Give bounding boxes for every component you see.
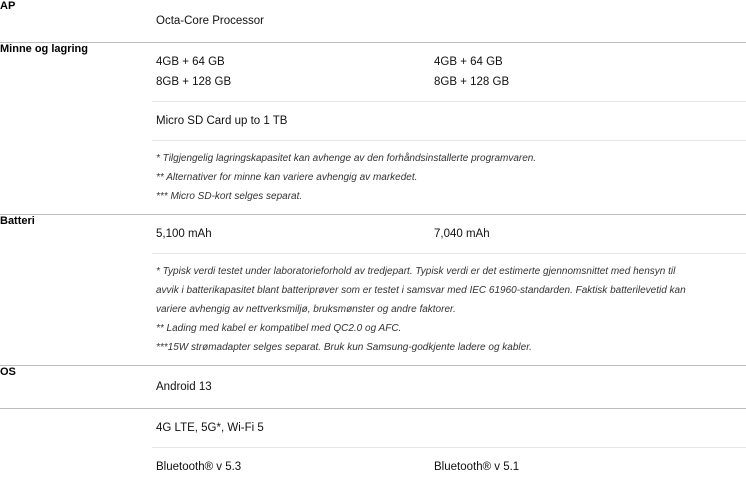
battery-note-5: ***15W strømadapter selges separat. Bruk kun Samsung-godkjente ladere og kabler. xyxy=(156,338,732,357)
row-label-network xyxy=(0,409,152,486)
row-value-ap xyxy=(152,0,746,43)
battery-column-left xyxy=(152,224,434,244)
network-value: 4G LTE, 5G*, Wi-Fi 5 xyxy=(156,418,434,438)
battery-column-right xyxy=(434,224,724,244)
battery-notes-block xyxy=(152,253,746,365)
row-label-memory-storage: Minne og lagring xyxy=(0,43,152,215)
table-row-os xyxy=(0,366,746,409)
memory-options-block xyxy=(152,43,746,101)
bluetooth-block xyxy=(152,447,746,486)
table-row-memory-storage xyxy=(0,43,746,215)
memory-option-right-1: 4GB + 64 GB xyxy=(434,52,724,72)
battery-capacity-left: 5,100 mAh xyxy=(156,224,434,244)
network-column-left xyxy=(152,418,434,438)
memory-option-left-2: 8GB + 128 GB xyxy=(156,72,434,92)
table-row-ap xyxy=(0,0,746,43)
battery-capacity-block xyxy=(152,215,746,253)
memory-notes-block xyxy=(152,140,746,214)
row-value-memory-storage xyxy=(152,43,746,215)
memory-option-left-1: 4GB + 64 GB xyxy=(156,52,434,72)
battery-note-1: * Typisk verdi testet under laboratorieforhold av tredjepart. Typisk verdi er det estimerte gjennomsnittet med hensyn til xyxy=(156,262,732,281)
memory-column-right xyxy=(434,52,724,92)
row-label-ap: AP xyxy=(0,0,152,43)
bluetooth-column-left xyxy=(152,457,434,477)
row-value-battery xyxy=(152,215,746,366)
bluetooth-version-right: Bluetooth® v 5.1 xyxy=(434,457,724,477)
memory-note-1: * Tilgjengelig lagringskapasitet kan avhenge av den forhåndsinstallerte programvaren. xyxy=(156,149,732,168)
sd-card-block xyxy=(152,101,746,140)
memory-column-left xyxy=(152,52,434,92)
row-label-os: OS xyxy=(0,366,152,409)
bluetooth-column-right xyxy=(434,457,724,477)
memory-option-right-2: 8GB + 128 GB xyxy=(434,72,724,92)
memory-note-2: ** Alternativer for minne kan variere avhengig av markedet. xyxy=(156,168,732,187)
battery-note-3: variere avhengig av nettverksmiljø, bruksmønster og andre faktorer. xyxy=(156,300,732,319)
os-value: Android 13 xyxy=(156,381,212,393)
memory-note-3: *** Micro SD-kort selges separat. xyxy=(156,187,732,206)
row-label-battery: Batteri xyxy=(0,215,152,366)
row-value-os xyxy=(152,366,746,409)
table-row-network xyxy=(0,409,746,486)
sd-card-column xyxy=(152,111,434,131)
battery-capacity-right: 7,040 mAh xyxy=(434,224,724,244)
network-connectivity-block xyxy=(152,409,746,447)
table-row-battery xyxy=(0,215,746,366)
row-value-network xyxy=(152,409,746,486)
battery-note-2: avvik i batterikapasitet blant batteriprøver som er testet i samsvar med IEC 61960-standarden. Faktisk batterilevetid kan xyxy=(156,281,732,300)
battery-note-4: ** Lading med kabel er kompatibel med QC2.0 og AFC. xyxy=(156,319,732,338)
bluetooth-version-left: Bluetooth® v 5.3 xyxy=(156,457,434,477)
sd-card-value: Micro SD Card up to 1 TB xyxy=(156,111,434,131)
ap-processor-value: Octa-Core Processor xyxy=(156,15,264,27)
